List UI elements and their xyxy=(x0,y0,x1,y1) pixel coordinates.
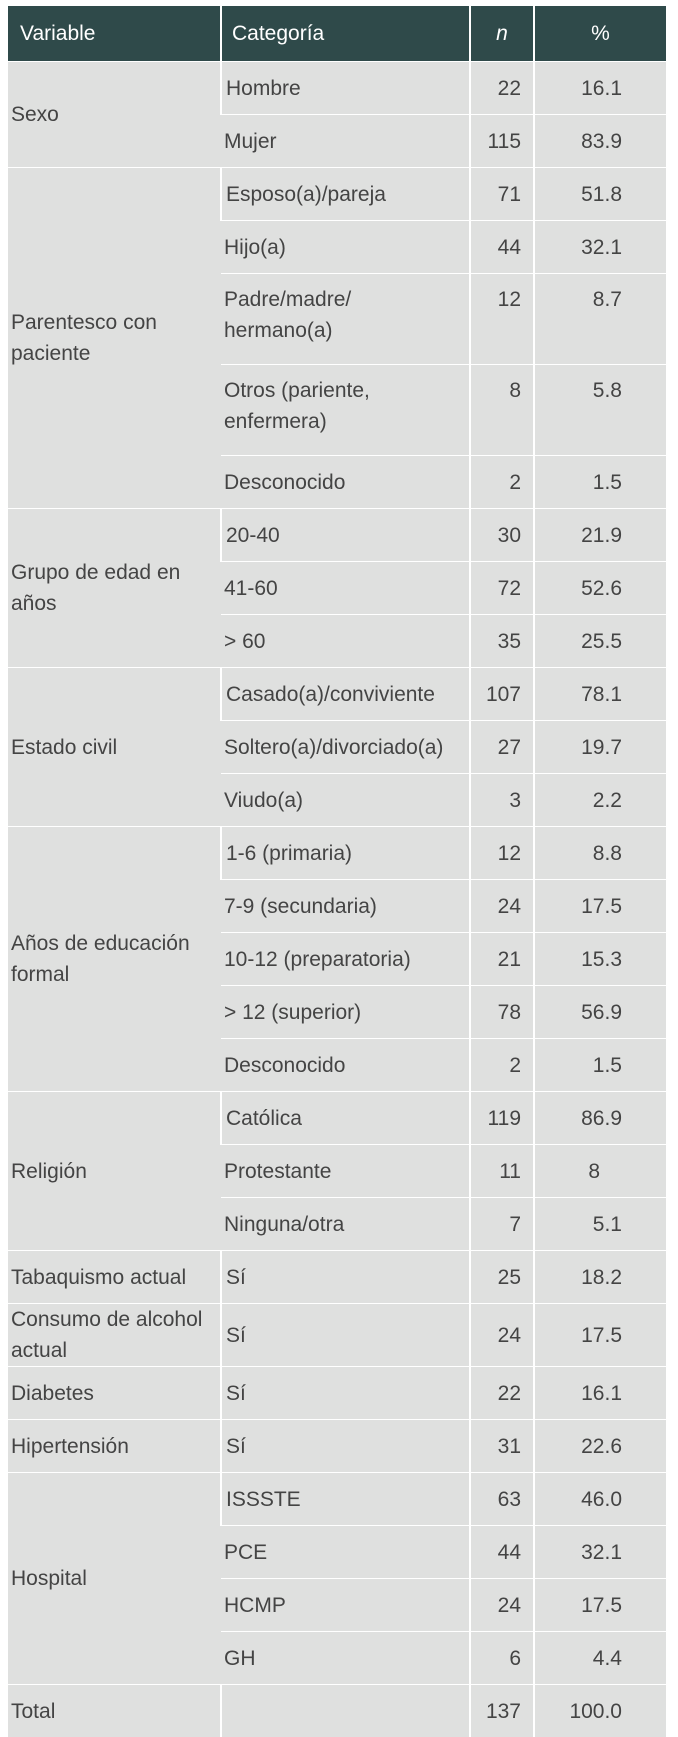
percent-cell: 56.9 xyxy=(534,986,666,1039)
percent-cell: 32.1 xyxy=(534,1526,666,1579)
n-cell: 21 xyxy=(470,933,534,986)
n-cell: 115 xyxy=(470,115,534,168)
categoria-cell: Ninguna/otra xyxy=(221,1198,470,1251)
variable-cell: Hospital xyxy=(8,1473,221,1685)
n-cell: 30 xyxy=(470,509,534,562)
categoria-cell xyxy=(221,1685,470,1737)
variable-cell: Religión xyxy=(8,1092,221,1251)
percent-cell: 17.5 xyxy=(534,880,666,933)
variable-cell: Total xyxy=(8,1685,221,1737)
variable-cell: Años de educación formal xyxy=(8,827,221,1092)
n-cell: 12 xyxy=(470,827,534,880)
variable-cell: Parentesco con paciente xyxy=(8,168,221,509)
variable-cell: Tabaquismo actual xyxy=(8,1251,221,1304)
header-categoria: Categoría xyxy=(221,6,470,62)
percent-cell: 32.1 xyxy=(534,221,666,274)
percent-cell: 78.1 xyxy=(534,668,666,721)
table-body xyxy=(8,62,666,1737)
percent-cell: 86.9 xyxy=(534,1092,666,1145)
categoria-cell: 20-40 xyxy=(221,509,470,562)
categoria-cell: ISSSTE xyxy=(221,1473,470,1526)
percent-cell: 8.7 xyxy=(534,274,666,365)
percent-cell: 18.2 xyxy=(534,1251,666,1304)
table-row xyxy=(8,168,666,221)
n-cell: 31 xyxy=(470,1420,534,1473)
demographics-table xyxy=(8,6,666,1737)
header-n: n xyxy=(470,6,534,62)
variable-cell: Consumo de alcohol actual xyxy=(8,1304,221,1367)
table-row xyxy=(8,668,666,721)
n-cell: 22 xyxy=(470,62,534,115)
table-row xyxy=(8,827,666,880)
variable-cell: Estado civil xyxy=(8,668,221,827)
categoria-cell: Desconocido xyxy=(221,456,470,509)
table-row xyxy=(8,1473,666,1526)
n-cell: 24 xyxy=(470,880,534,933)
n-cell: 11 xyxy=(470,1145,534,1198)
n-cell: 63 xyxy=(470,1473,534,1526)
categoria-cell: 41-60 xyxy=(221,562,470,615)
categoria-cell: Católica xyxy=(221,1092,470,1145)
variable-cell: Sexo xyxy=(8,62,221,168)
percent-cell: 1.5 xyxy=(534,456,666,509)
header-row xyxy=(8,6,666,62)
table-row xyxy=(8,1367,666,1420)
n-cell: 44 xyxy=(470,1526,534,1579)
n-cell: 44 xyxy=(470,221,534,274)
n-cell: 119 xyxy=(470,1092,534,1145)
percent-cell: 8.8 xyxy=(534,827,666,880)
n-cell: 7 xyxy=(470,1198,534,1251)
categoria-cell: Soltero(a)/divorciado(a) xyxy=(221,721,470,774)
table-row xyxy=(8,1304,666,1367)
table-header xyxy=(8,6,666,62)
table-container xyxy=(8,6,666,1737)
categoria-cell: Mujer xyxy=(221,115,470,168)
percent-cell: 17.5 xyxy=(534,1579,666,1632)
percent-cell: 8 xyxy=(534,1145,666,1198)
percent-cell: 21.9 xyxy=(534,509,666,562)
n-cell: 24 xyxy=(470,1304,534,1367)
categoria-cell: Padre/madre/ hermano(a) xyxy=(221,274,470,365)
percent-cell: 51.8 xyxy=(534,168,666,221)
percent-cell: 100.0 xyxy=(534,1685,666,1737)
percent-cell: 2.2 xyxy=(534,774,666,827)
n-cell: 3 xyxy=(470,774,534,827)
n-cell: 25 xyxy=(470,1251,534,1304)
categoria-cell: 10-12 (preparatoria) xyxy=(221,933,470,986)
percent-cell: 15.3 xyxy=(534,933,666,986)
n-cell: 8 xyxy=(470,365,534,456)
percent-cell: 22.6 xyxy=(534,1420,666,1473)
n-cell: 6 xyxy=(470,1632,534,1685)
percent-cell: 5.8 xyxy=(534,365,666,456)
n-cell: 27 xyxy=(470,721,534,774)
n-cell: 72 xyxy=(470,562,534,615)
variable-cell: Grupo de edad en años xyxy=(8,509,221,668)
categoria-cell: Desconocido xyxy=(221,1039,470,1092)
categoria-cell: 1-6 (primaria) xyxy=(221,827,470,880)
n-cell: 137 xyxy=(470,1685,534,1737)
header-percent: % xyxy=(534,6,666,62)
table-row xyxy=(8,1420,666,1473)
percent-cell: 46.0 xyxy=(534,1473,666,1526)
categoria-cell: GH xyxy=(221,1632,470,1685)
categoria-cell: Sí xyxy=(221,1251,470,1304)
categoria-cell: Hijo(a) xyxy=(221,221,470,274)
categoria-cell: HCMP xyxy=(221,1579,470,1632)
categoria-cell: Protestante xyxy=(221,1145,470,1198)
table-row xyxy=(8,62,666,115)
categoria-cell: Sí xyxy=(221,1367,470,1420)
percent-cell: 16.1 xyxy=(534,62,666,115)
categoria-cell: Otros (pariente, enfermera) xyxy=(221,365,470,456)
n-cell: 22 xyxy=(470,1367,534,1420)
n-cell: 2 xyxy=(470,456,534,509)
n-cell: 35 xyxy=(470,615,534,668)
n-cell: 78 xyxy=(470,986,534,1039)
n-cell: 12 xyxy=(470,274,534,365)
percent-cell: 52.6 xyxy=(534,562,666,615)
percent-cell: 5.1 xyxy=(534,1198,666,1251)
categoria-cell: Casado(a)/conviviente xyxy=(221,668,470,721)
percent-cell: 16.1 xyxy=(534,1367,666,1420)
categoria-cell: Esposo(a)/pareja xyxy=(221,168,470,221)
categoria-cell: PCE xyxy=(221,1526,470,1579)
table-row xyxy=(8,1251,666,1304)
table-row xyxy=(8,509,666,562)
percent-cell: 1.5 xyxy=(534,1039,666,1092)
n-cell: 24 xyxy=(470,1579,534,1632)
categoria-cell: Sí xyxy=(221,1304,470,1367)
categoria-cell: > 12 (superior) xyxy=(221,986,470,1039)
percent-cell: 83.9 xyxy=(534,115,666,168)
table-row xyxy=(8,1685,666,1737)
n-cell: 2 xyxy=(470,1039,534,1092)
percent-cell: 17.5 xyxy=(534,1304,666,1367)
variable-cell: Hipertensión xyxy=(8,1420,221,1473)
categoria-cell: Sí xyxy=(221,1420,470,1473)
percent-cell: 19.7 xyxy=(534,721,666,774)
categoria-cell: 7-9 (secundaria) xyxy=(221,880,470,933)
table-row xyxy=(8,1092,666,1145)
n-cell: 107 xyxy=(470,668,534,721)
percent-cell: 4.4 xyxy=(534,1632,666,1685)
header-variable: Variable xyxy=(8,6,221,62)
categoria-cell: Hombre xyxy=(221,62,470,115)
percent-cell: 25.5 xyxy=(534,615,666,668)
categoria-cell: Viudo(a) xyxy=(221,774,470,827)
variable-cell: Diabetes xyxy=(8,1367,221,1420)
n-cell: 71 xyxy=(470,168,534,221)
categoria-cell: > 60 xyxy=(221,615,470,668)
